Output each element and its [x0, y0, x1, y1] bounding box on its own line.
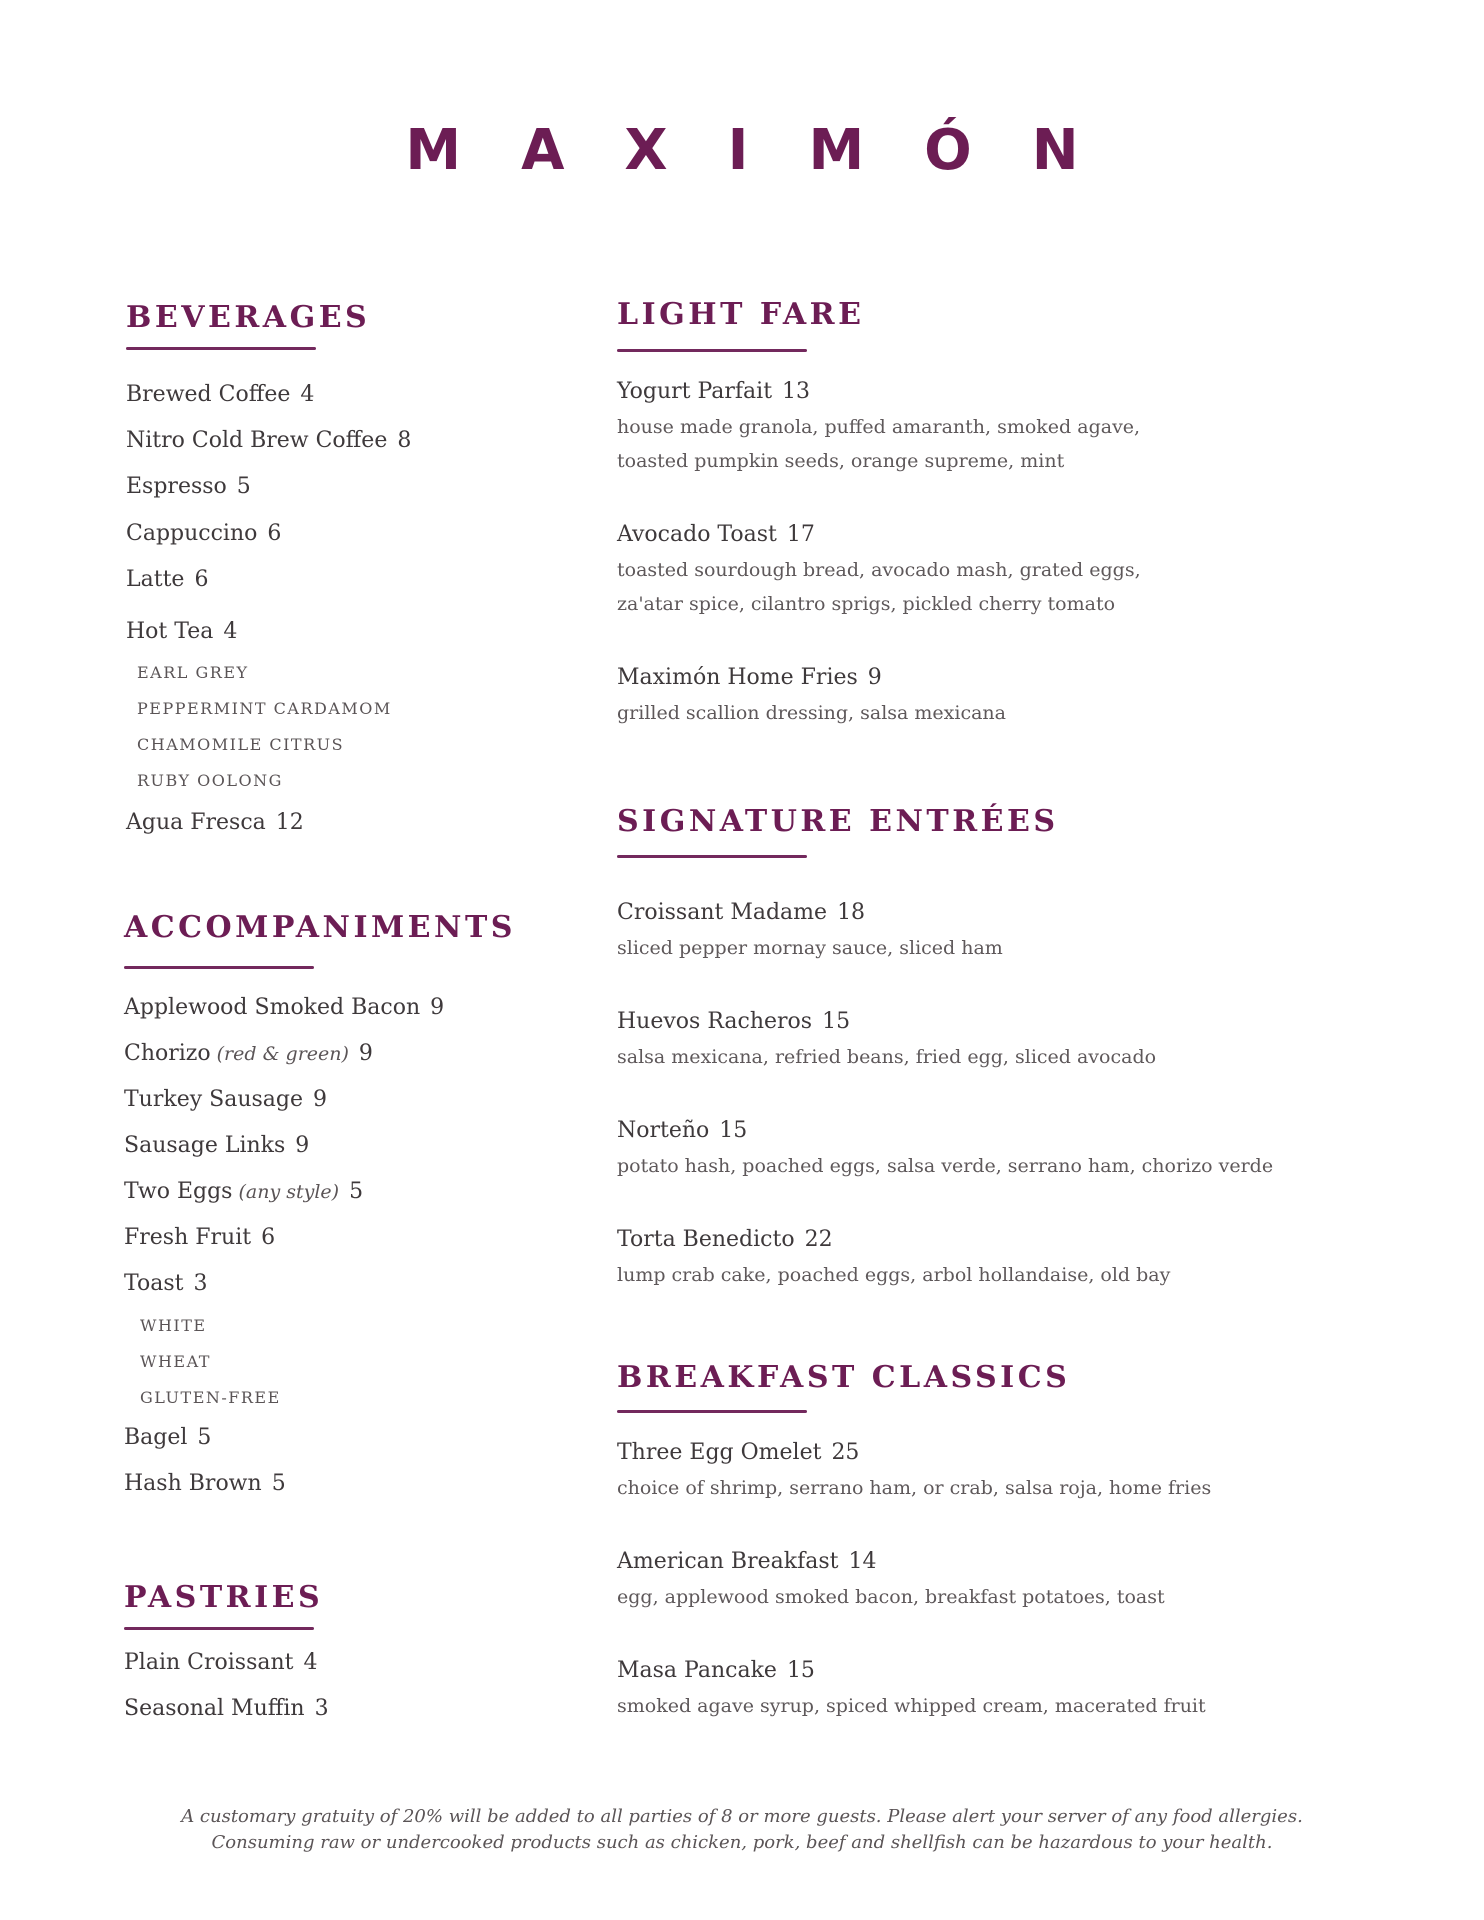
- menu-item: [124, 1179, 363, 1204]
- item-name: Chorizo: [124, 1041, 211, 1066]
- item-price: 14: [848, 1549, 877, 1574]
- beverages-underline: [126, 347, 316, 350]
- item-price: 22: [804, 1227, 833, 1252]
- menu-item: [126, 619, 237, 644]
- item-price: 9: [313, 1087, 327, 1112]
- gratuity-notice: A customary gratuity of 20% will be added to all parties of 8 or more guests. Please alert your server of any food allergies.: [181, 1806, 1303, 1827]
- pastries-heading: PASTRIES: [124, 1580, 324, 1615]
- item-description: lump crab cake, poached eggs, arbol hollandaise, old bay: [617, 1264, 1171, 1286]
- pastries-underline: [124, 1627, 314, 1630]
- menu-item: [126, 521, 281, 546]
- item-name: Plain Croissant: [124, 1650, 294, 1675]
- item-name: Norteño: [617, 1118, 710, 1143]
- menu-item: [617, 665, 882, 690]
- toast-option: WHITE: [140, 1316, 207, 1335]
- item-price: 9: [867, 665, 882, 690]
- item-price: 17: [786, 522, 815, 547]
- light-fare-underline: [617, 349, 807, 352]
- item-name: Brewed Coffee: [126, 382, 291, 407]
- item-name: Avocado Toast: [617, 522, 777, 547]
- item-name: Croissant Madame: [617, 900, 828, 925]
- item-name: Three Egg Omelet: [617, 1440, 822, 1465]
- item-description: grilled scallion dressing, salsa mexicana: [617, 702, 1006, 724]
- item-name: Bagel: [124, 1425, 188, 1450]
- toast-option: WHEAT: [140, 1352, 211, 1371]
- item-name: American Breakfast: [617, 1549, 839, 1574]
- item-price: 15: [822, 1009, 851, 1034]
- menu-item: [124, 1425, 211, 1450]
- menu-item: [617, 1227, 833, 1252]
- item-name: Sausage Links: [124, 1133, 286, 1158]
- item-name: Cappuccino: [126, 521, 258, 546]
- item-price: 6: [194, 567, 209, 592]
- accompaniments-heading: ACCOMPANIMENTS: [124, 910, 516, 945]
- item-price: 3: [314, 1696, 329, 1721]
- item-price: 15: [786, 1658, 815, 1683]
- item-price: 18: [837, 900, 866, 925]
- menu-item: [124, 1041, 373, 1066]
- item-description: potato hash, poached eggs, salsa verde, serrano ham, chorizo verde: [617, 1155, 1274, 1177]
- menu-item: [126, 428, 411, 453]
- toast-option: GLUTEN-FREE: [140, 1388, 281, 1407]
- menu-item: [126, 810, 304, 835]
- item-price: 12: [275, 810, 304, 835]
- menu-item: [126, 474, 251, 499]
- menu-item: [124, 1650, 318, 1675]
- item-note: (any style): [238, 1181, 340, 1203]
- item-name: Agua Fresca: [126, 810, 266, 835]
- menu-item: [617, 1009, 850, 1034]
- item-name: Applewood Smoked Bacon: [124, 995, 421, 1020]
- tea-option: EARL GREY: [137, 663, 249, 682]
- signature-entrees-heading: SIGNATURE ENTRÉES: [617, 804, 1059, 839]
- item-name: Two Eggs: [124, 1179, 233, 1204]
- item-description: house made granola, puffed amaranth, smoked agave, toasted pumpkin seeds, orange supreme, mint: [617, 416, 1141, 472]
- beverages-heading: BEVERAGES: [126, 300, 371, 335]
- item-price: 9: [358, 1041, 373, 1066]
- item-name: Latte: [126, 567, 185, 592]
- menu-item: [124, 1133, 309, 1158]
- item-description: toasted sourdough bread, avocado mash, grated eggs, za'atar spice, cilantro sprigs, pickled cherry tomato: [617, 559, 1141, 615]
- item-note: (red & green): [216, 1043, 349, 1065]
- item-price: 5: [236, 474, 251, 499]
- item-price: 5: [271, 1471, 286, 1496]
- item-price: 15: [719, 1118, 748, 1143]
- item-price: 13: [782, 379, 811, 404]
- item-price: 6: [267, 521, 282, 546]
- light-fare-heading: LIGHT FARE: [617, 297, 865, 332]
- item-price: 4: [300, 382, 315, 407]
- menu-item: [617, 1658, 815, 1683]
- menu-item: [124, 1087, 327, 1112]
- menu-item: [124, 1225, 275, 1250]
- menu-item: [617, 522, 815, 547]
- item-description: egg, applewood smoked bacon, breakfast potatoes, toast: [617, 1586, 1165, 1608]
- item-price: 4: [223, 619, 238, 644]
- menu-item: [617, 379, 810, 404]
- item-price: 8: [397, 428, 412, 453]
- menu-item: [124, 1471, 286, 1496]
- item-price: 9: [295, 1133, 310, 1158]
- item-name: Masa Pancake: [617, 1658, 777, 1683]
- accompaniments-underline: [124, 966, 314, 969]
- item-description: choice of shrimp, serrano ham, or crab, salsa roja, home fries: [617, 1477, 1212, 1499]
- item-description: sliced pepper mornay sauce, sliced ham: [617, 937, 1003, 959]
- item-name: Hash Brown: [124, 1471, 262, 1496]
- menu-item: [124, 1271, 207, 1296]
- item-name: Maximón Home Fries: [617, 665, 858, 690]
- item-price: 3: [193, 1271, 208, 1296]
- menu-item: [617, 1118, 747, 1143]
- item-price: 6: [261, 1225, 276, 1250]
- item-price: 25: [831, 1440, 860, 1465]
- item-price: 4: [303, 1650, 318, 1675]
- tea-option: RUBY OOLONG: [137, 771, 283, 790]
- item-name: Hot Tea: [126, 619, 214, 644]
- menu-item: [126, 382, 314, 407]
- item-name: Espresso: [126, 474, 227, 499]
- item-price: 9: [430, 995, 445, 1020]
- item-name: Seasonal Muffin: [124, 1696, 305, 1721]
- item-name: Fresh Fruit: [124, 1225, 252, 1250]
- menu-item: [126, 567, 208, 592]
- item-name: Toast: [124, 1271, 184, 1296]
- menu-item: [124, 1696, 329, 1721]
- menu-item: [617, 1549, 876, 1574]
- breakfast-classics-underline: [617, 1410, 807, 1413]
- item-name: Yogurt Parfait: [617, 379, 773, 404]
- item-name: Torta Benedicto: [617, 1227, 795, 1252]
- restaurant-logo: MAXIMÓN: [405, 118, 1139, 183]
- breakfast-classics-heading: BREAKFAST CLASSICS: [617, 1360, 1071, 1395]
- item-name: Nitro Cold Brew Coffee: [126, 428, 388, 453]
- item-name: Turkey Sausage: [124, 1087, 303, 1112]
- item-description: smoked agave syrup, spiced whipped cream, macerated fruit: [617, 1695, 1206, 1717]
- item-description: salsa mexicana, refried beans, fried egg, sliced avocado: [617, 1046, 1157, 1068]
- menu-item: [617, 1440, 859, 1465]
- item-price: 5: [197, 1425, 212, 1450]
- tea-option: PEPPERMINT CARDAMOM: [137, 699, 392, 718]
- menu-item: [617, 900, 865, 925]
- tea-option: CHAMOMILE CITRUS: [137, 735, 345, 754]
- item-name: Huevos Racheros: [617, 1009, 813, 1034]
- item-price: 5: [349, 1179, 364, 1204]
- health-warning: Consuming raw or undercooked products such as chicken, pork, beef and shellfish can be hazardous to your health.: [211, 1832, 1273, 1853]
- menu-item: [124, 995, 444, 1020]
- signature-entrees-underline: [617, 855, 807, 858]
